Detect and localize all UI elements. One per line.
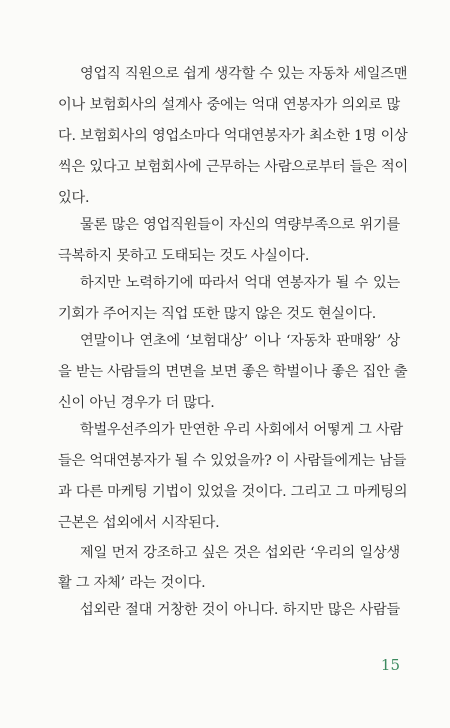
text-line: 있다.: [58, 190, 90, 206]
text-line: 하지만 노력하기에 따라서 억대 연봉자가 될 수 있는: [80, 275, 400, 291]
page-number: 15: [380, 656, 400, 674]
text-line: 과 다른 마케팅 기법이 있었을 것이다. 그리고 그 마케팅의: [58, 484, 408, 500]
text-line: 영업직 직원으로 쉽게 생각할 수 있는 자동차 세일즈맨: [80, 66, 408, 82]
text-line: 이나 보험회사의 설계사 중에는 억대 연봉자가 의외로 많: [58, 97, 400, 113]
text-line: 다. 보험회사의 영업소마다 억대연봉자가 최소한 1명 이상: [58, 128, 408, 144]
text-line: 씩은 있다고 보험회사에 근무하는 사람으로부터 들은 적이: [58, 159, 408, 175]
text-line: 제일 먼저 강조하고 싶은 것은 섭외란 ‘우리의 일상생: [80, 545, 400, 561]
text-line: 섭외란 절대 거창한 것이 아니다. 하지만 많은 사람들: [80, 602, 400, 618]
text-line: 근본은 섭외에서 시작된다.: [58, 515, 220, 531]
text-line: 물론 많은 영업직원들이 자신의 역량부족으로 위기를: [80, 217, 400, 233]
text-line: 신이 아닌 경우가 더 많다.: [58, 395, 215, 411]
text-line: 연말이나 연초에 ‘보험대상’ 이나 ‘자동차 판매왕’ 상: [80, 333, 400, 349]
text-line: 기회가 주어지는 직업 또한 많지 않은 것도 현실이다.: [58, 306, 377, 322]
text-line: 극복하지 못하고 도태되는 것도 사실이다.: [58, 248, 310, 264]
text-line: 을 받는 사람들의 면면을 보면 좋은 학벌이나 좋은 집안 출: [58, 364, 408, 380]
text-line: 활 그 자체’ 라는 것이다.: [58, 575, 206, 591]
text-line: 학벌우선주의가 만연한 우리 사회에서 어떻게 그 사람: [80, 422, 403, 438]
text-line: 들은 억대연봉자가 될 수 있었을까? 이 사람들에게는 남들: [58, 453, 407, 469]
